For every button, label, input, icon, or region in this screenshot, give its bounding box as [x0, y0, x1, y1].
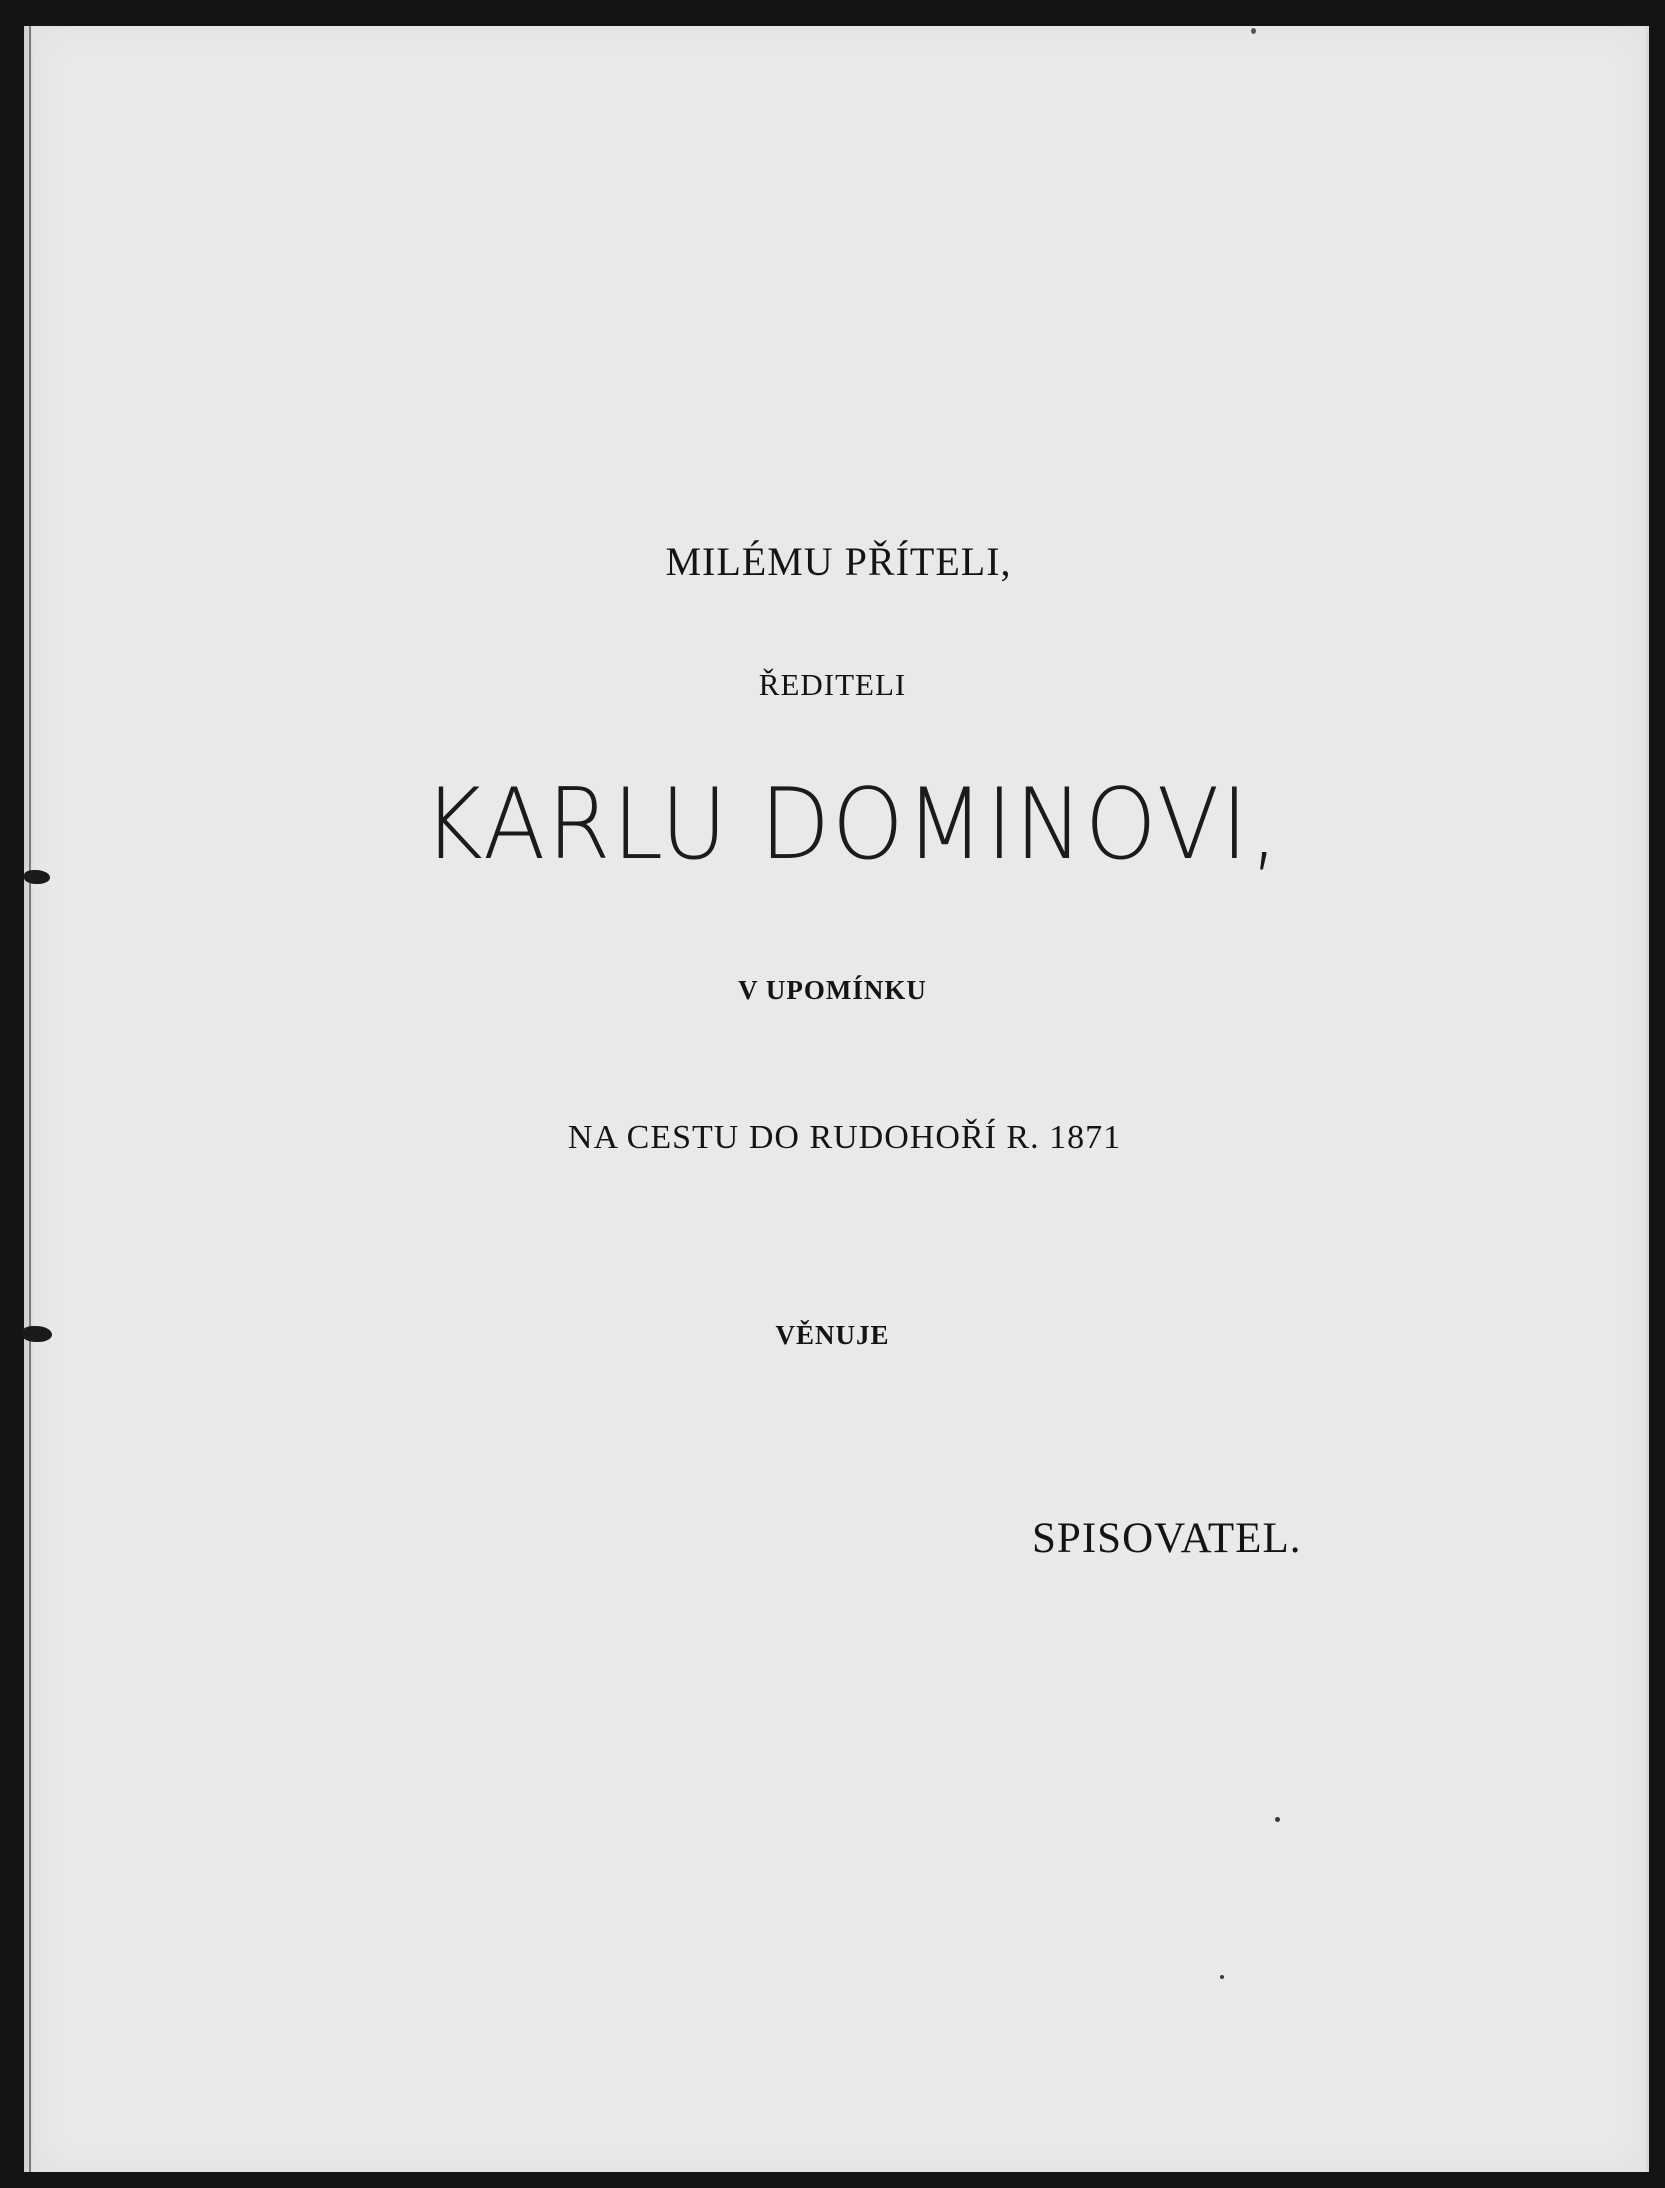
dedication-line-friend: MILÉMU PŘÍTELI,	[665, 539, 1012, 584]
paper-speck	[1251, 28, 1256, 34]
dedication-line-director: ŘEDITELI	[758, 667, 907, 702]
dedication-line-journey: NA CESTU DO RUDOHOŘÍ R. 1871	[567, 1119, 1122, 1156]
paper-speck	[1220, 1975, 1224, 1979]
ink-blot-mark	[24, 870, 50, 884]
dedication-line-memory: V UPOMÍNKU	[738, 975, 927, 1005]
dedication-line-dedicates: VĚNUJE	[775, 1320, 890, 1350]
dedication-name: KARLU DOMINOVI,	[422, 768, 1281, 882]
dedication-signature: SPISOVATEL.	[1032, 1515, 1302, 1562]
paper-speck	[1275, 1817, 1280, 1822]
binding-gutter-line	[29, 26, 31, 2172]
book-page	[34, 26, 1649, 2172]
